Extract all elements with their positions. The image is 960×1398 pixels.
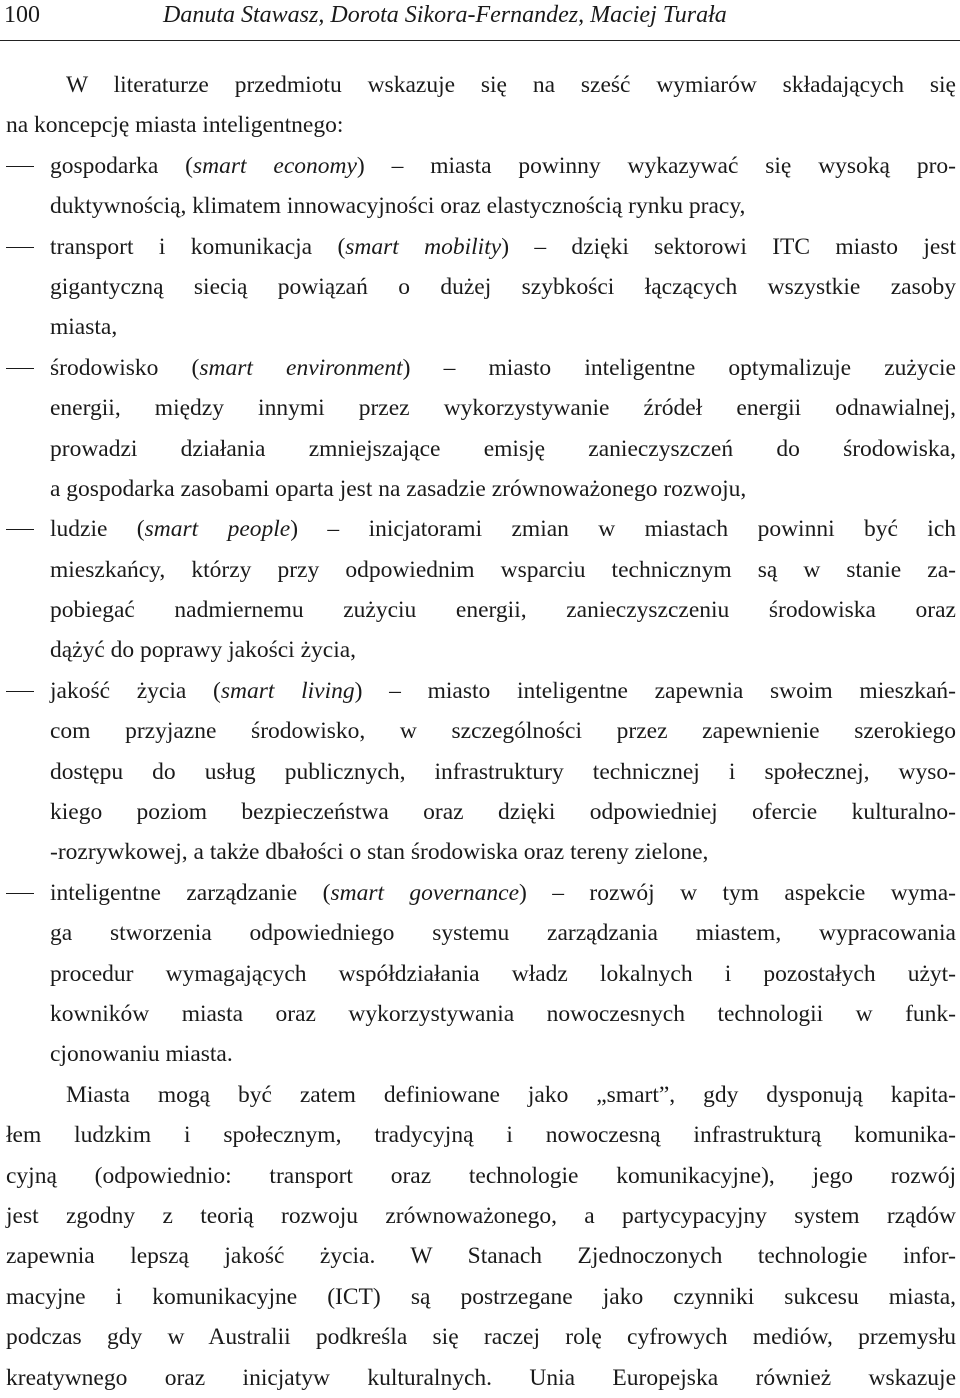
item-text: mieszkańcy, którzy przy odpowiednim wsparciu technicznym są w stanie za- bbox=[50, 556, 956, 583]
list-item-continuation bbox=[6, 832, 956, 872]
closing-line: zapewnia lepszą jakość życia. W Stanach Zjednoczonych technologie infor- bbox=[6, 1243, 956, 1270]
running-head-authors: Danuta Stawasz, Dorota Sikora-Fernandez, Maciej Turała bbox=[163, 2, 727, 28]
intro-line: W literaturze przedmiotu wskazuje się na sześć wymiarów składających się bbox=[66, 72, 956, 98]
item-text: ) – rozwój w tym aspekcie wyma- bbox=[519, 879, 956, 906]
item-term-italic: smart living bbox=[220, 677, 355, 704]
item-text: a gospodarka zasobami oparta jest na zasadzie zrównoważonego rozwoju, bbox=[50, 475, 747, 502]
list-item-continuation bbox=[6, 550, 956, 590]
item-text: kiego poziom bezpieczeństwa oraz dzięki odpowiedniej ofercie kulturalno- bbox=[50, 799, 956, 826]
closing-line: cyjną (odpowiednio: transport oraz technologie komunikacyjne), jego rozwój bbox=[6, 1162, 956, 1189]
page-header bbox=[0, 0, 960, 44]
list-dash-marker bbox=[6, 166, 34, 167]
item-text: -rozrywkowej, a także dbałości o stan środowiska oraz tereny zielone, bbox=[50, 839, 709, 866]
item-text: com przyjazne środowisko, w szczególności przez zapewnienie szerokiego bbox=[50, 718, 956, 745]
item-text: prowadzi działania zmniejszające emisję zanieczyszczeń do środowiska, bbox=[50, 435, 956, 462]
item-text: ) – dzięki sektorowi ITC miasto jest bbox=[501, 233, 957, 260]
list-item-continuation bbox=[6, 388, 956, 428]
list-item-continuation bbox=[6, 590, 956, 630]
list-item-continuation bbox=[6, 711, 956, 751]
list-dash-marker bbox=[6, 247, 34, 248]
item-text: transport i komunikacja ( bbox=[50, 233, 346, 260]
closing-line: podczas gdy w Australii podkreśla się raczej rolę cyfrowych mediów, przemysłu bbox=[6, 1324, 956, 1351]
list-item bbox=[6, 509, 956, 549]
item-text: ga stworzenia odpowiedniego systemu zarządzania miastem, wypracowania bbox=[50, 920, 956, 947]
item-text: ) – miasto inteligentne optymalizuje zużycie bbox=[402, 354, 956, 381]
list-item-continuation bbox=[6, 469, 956, 509]
list-item-continuation bbox=[6, 954, 956, 994]
list-dash-marker bbox=[6, 529, 34, 530]
list-item bbox=[6, 348, 956, 388]
item-term-italic: smart people bbox=[144, 516, 291, 543]
item-text: ) – inicjatorami zmian w miastach powinni być ich bbox=[290, 516, 957, 543]
list-item bbox=[6, 146, 956, 186]
header-rule bbox=[0, 40, 960, 41]
item-text: gigantyczną siecią powiązań o dużej szybkości łączących wszystkie zasoby bbox=[50, 273, 956, 300]
list-dash-marker bbox=[6, 691, 34, 692]
item-text: miasta, bbox=[50, 314, 118, 341]
item-text: kowników miasta oraz wykorzystywania nowoczesnych technologii w funk- bbox=[50, 1000, 956, 1027]
item-text: ludzie ( bbox=[50, 516, 145, 543]
item-text: dążyć do poprawy jakości życia, bbox=[50, 637, 357, 664]
item-text: cjonowaniu miasta. bbox=[50, 1041, 233, 1068]
item-text: jakość życia ( bbox=[50, 677, 221, 704]
item-text: pobiegać nadmiernemu zużyciu energii, zanieczyszczeniu środowiska oraz bbox=[50, 597, 956, 624]
list-dash-marker bbox=[6, 893, 34, 894]
item-term-italic: smart mobility bbox=[345, 233, 502, 260]
page-body bbox=[6, 65, 956, 1398]
closing-line: jest zgodny z teorią rozwoju zrównoważonego, a partycypacyjny system rządów bbox=[6, 1202, 956, 1229]
item-text: środowisko ( bbox=[50, 354, 200, 381]
closing-line: łem ludzkim i społecznym, tradycyjną i nowoczesną infrastrukturą komunika- bbox=[6, 1122, 956, 1149]
list-item-continuation bbox=[6, 913, 956, 953]
item-text: ) – miasto inteligentne zapewnia swoim mieszkań- bbox=[354, 677, 956, 704]
list-item-continuation bbox=[6, 307, 956, 347]
closing-line: macyjne i komunikacyjne (ICT) są postrzegane jako czynniki sukcesu miasta, bbox=[6, 1283, 956, 1310]
item-text: duktywnością, klimatem innowacyjności oraz elastycznością rynku pracy, bbox=[50, 193, 746, 220]
list-item-continuation bbox=[6, 1034, 956, 1074]
list-item bbox=[6, 873, 956, 913]
item-text: dostępu do usług publicznych, infrastruktury technicznej i społecznej, wyso- bbox=[50, 758, 956, 785]
list-item-continuation bbox=[6, 267, 956, 307]
list-item-continuation bbox=[6, 792, 956, 832]
list-item-continuation bbox=[6, 752, 956, 792]
closing-line: Miasta mogą być zatem definiowane jako „smart”, gdy dysponują kapita- bbox=[66, 1081, 956, 1108]
item-text: inteligentne zarządzanie ( bbox=[50, 879, 331, 906]
item-text: energii, między innymi przez wykorzystywanie źródeł energii odnawialnej, bbox=[50, 395, 956, 422]
item-term-italic: smart environment bbox=[199, 354, 403, 381]
intro-line: na koncepcję miasta inteligentnego: bbox=[6, 112, 344, 139]
item-text: procedur wymagających współdziałania władz lokalnych i pozostałych użyt- bbox=[50, 960, 956, 987]
list-item bbox=[6, 671, 956, 711]
closing-line: kreatywnego oraz inicjatyw kulturalnych. Unia Europejska również wskazuje bbox=[6, 1364, 956, 1391]
list-item-continuation bbox=[6, 186, 956, 226]
list-item-continuation bbox=[6, 994, 956, 1034]
item-term-italic: smart governance bbox=[330, 879, 520, 906]
list-item bbox=[6, 227, 956, 267]
item-text: ) – miasta powinny wykazywać się wysoką pro- bbox=[356, 152, 956, 179]
item-term-italic: smart economy bbox=[193, 152, 357, 179]
list-dash-marker bbox=[6, 368, 34, 369]
dimension-list bbox=[6, 146, 956, 1075]
list-item-continuation bbox=[6, 429, 956, 469]
item-text: gospodarka ( bbox=[50, 152, 194, 179]
page-number: 100 bbox=[4, 2, 40, 28]
list-item-continuation bbox=[6, 630, 956, 670]
